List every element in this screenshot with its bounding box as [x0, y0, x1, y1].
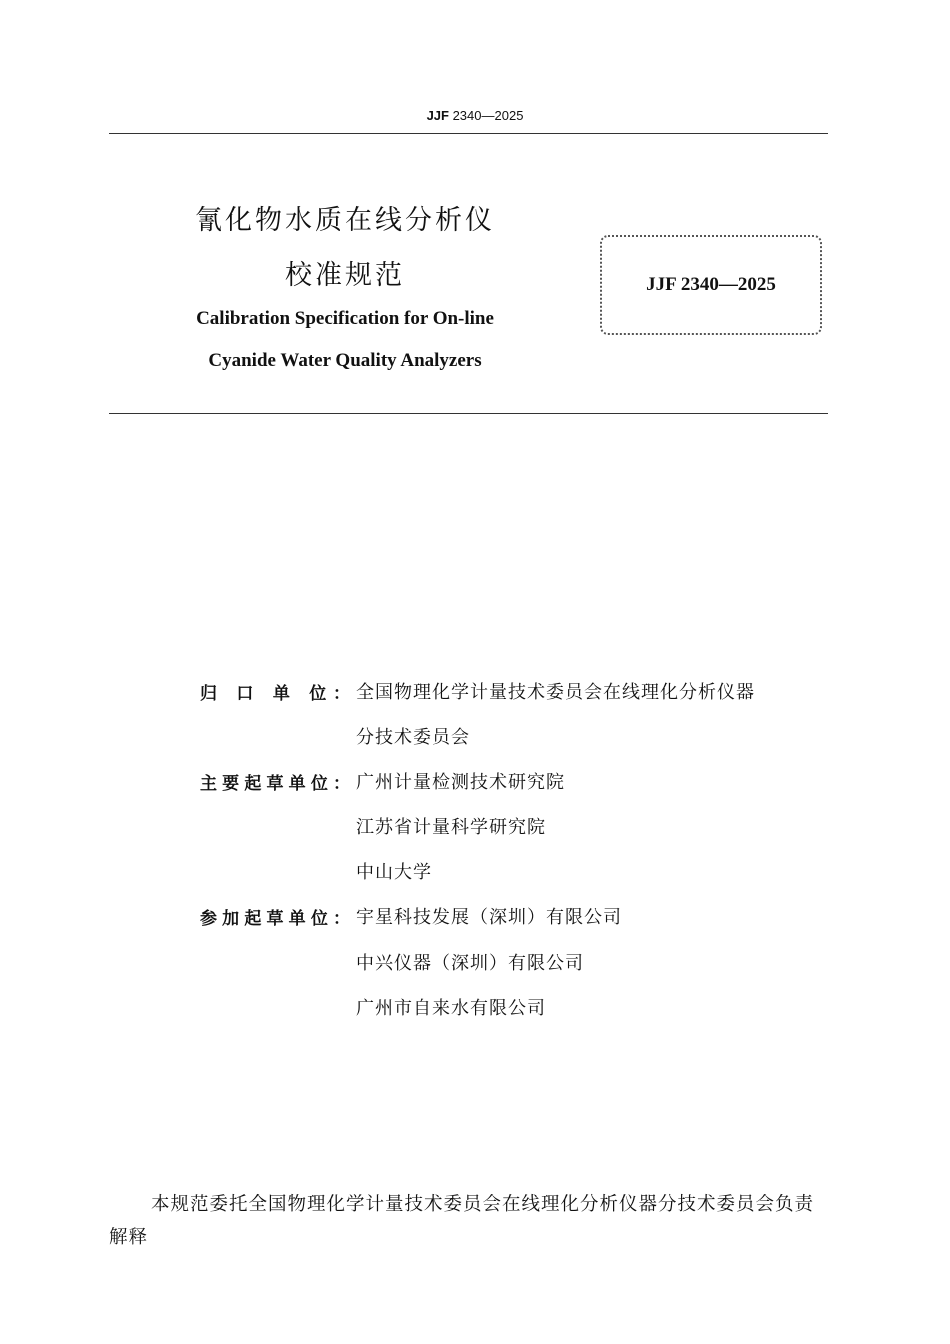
- unit-value: 江苏省计量科学研究院: [356, 817, 546, 838]
- title-en-line1: Calibration Specification for On-line: [196, 308, 494, 329]
- title-cn-line2: 校准规范: [285, 260, 405, 291]
- unit-value: 广州市自来水有限公司: [356, 998, 546, 1019]
- unit-label-main-drafters: 主要起草单位：: [200, 774, 350, 794]
- unit-label-participating-drafters: 参加起草单位：: [200, 909, 350, 929]
- unit-value: 广州计量检测技术研究院: [356, 772, 565, 793]
- unit-value: 全国物理化学计量技术委员会在线理化分析仪器: [356, 682, 755, 703]
- title-cn-line1: 氰化物水质在线分析仪: [195, 205, 495, 236]
- unit-label-responsible: 归 口 单 位：: [200, 684, 350, 704]
- running-header: [0, 108, 950, 123]
- unit-value: 分技术委员会: [356, 727, 470, 748]
- unit-value: 中山大学: [356, 862, 432, 883]
- standard-code-box: JJF 2340—2025: [600, 235, 822, 335]
- header-rule: [109, 133, 828, 134]
- title-en-line2: Cyanide Water Quality Analyzers: [208, 350, 482, 371]
- title-rule: [109, 413, 828, 414]
- header-code-prefix: JJF: [426, 108, 449, 123]
- interpretation-note: 本规范委托全国物理化学计量技术委员会在线理化分析仪器分技术委员会负责解释: [109, 1194, 815, 1248]
- header-code: 2340—2025: [448, 108, 524, 123]
- unit-value: 宇星科技发展（深圳）有限公司: [356, 907, 622, 928]
- unit-value: 中兴仪器（深圳）有限公司: [356, 953, 584, 974]
